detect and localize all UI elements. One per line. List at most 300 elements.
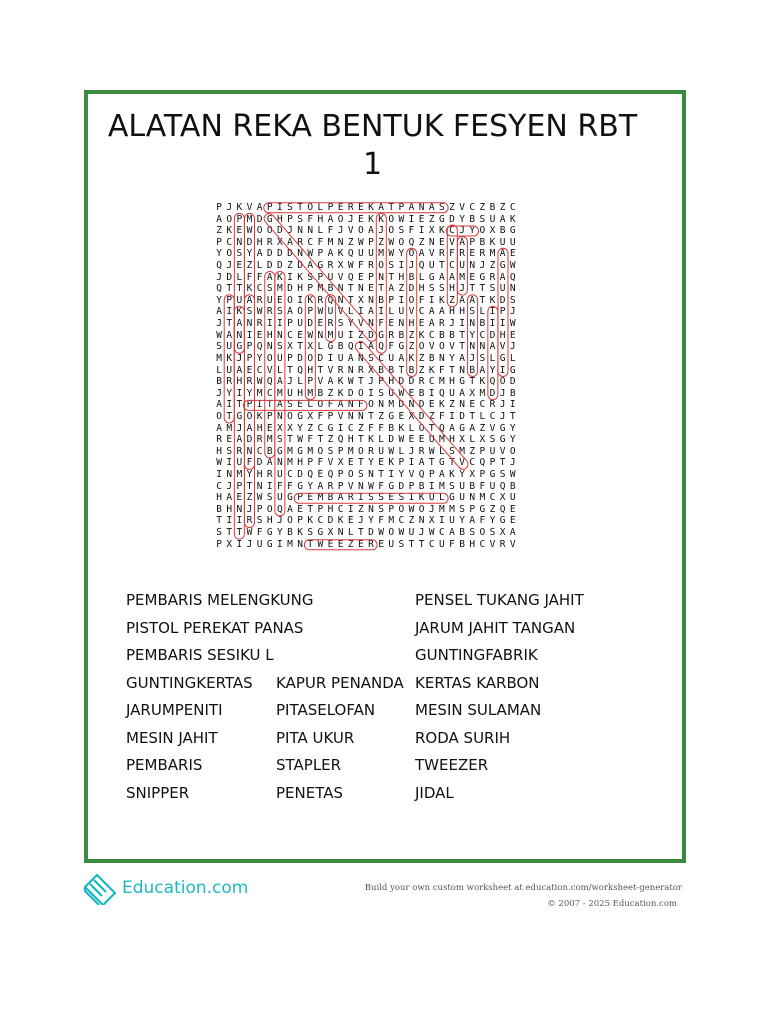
grid-letter: N <box>509 283 516 295</box>
grid-letter: A <box>287 503 293 515</box>
grid-letter: G <box>327 422 334 434</box>
grid-letter: F <box>408 225 415 237</box>
grid-letter: T <box>438 260 445 272</box>
grid-letter: H <box>266 329 273 341</box>
grid-letter: L <box>216 364 222 376</box>
grid-letter: I <box>428 480 435 492</box>
grid-letter: O <box>307 202 314 213</box>
grid-letter: T <box>499 457 506 469</box>
grid-letter: K <box>368 213 374 225</box>
grid-letter: H <box>226 503 233 515</box>
grid-letter: D <box>287 248 293 260</box>
grid-letter: D <box>489 387 496 399</box>
grid-letter: S <box>297 213 303 225</box>
grid-letter: I <box>408 492 415 504</box>
grid-letter: P <box>317 248 324 260</box>
grid-letter: X <box>287 341 293 353</box>
grid-letter: U <box>428 434 435 446</box>
grid-letter: E <box>226 434 233 446</box>
grid-letter: I <box>499 364 506 376</box>
grid-letter: U <box>297 318 303 330</box>
grid-letter: Y <box>459 469 465 481</box>
grid-letter: P <box>246 341 253 353</box>
grid-letter: H <box>256 422 263 434</box>
found-word-highlight <box>447 225 457 307</box>
grid-letter: E <box>368 283 374 295</box>
grid-letter: C <box>378 352 384 364</box>
grid-letter: R <box>347 492 354 504</box>
grid-letter: I <box>266 318 273 330</box>
grid-letter: A <box>368 225 374 237</box>
grid-letter: I <box>347 503 354 515</box>
grid-letter: X <box>499 527 506 539</box>
grid-letter: W <box>509 469 516 481</box>
grid-letter: J <box>459 225 465 237</box>
grid-letter: R <box>246 515 253 527</box>
grid-letter: P <box>398 457 405 469</box>
grid-letter: I <box>499 318 506 330</box>
grid-letter: P <box>408 480 415 492</box>
grid-letter: F <box>378 480 384 492</box>
grid-letter: Y <box>509 434 516 446</box>
word-list-item: GUNTINGFABRIK <box>415 646 538 664</box>
grid-letter: S <box>388 260 395 272</box>
grid-letter: A <box>276 376 283 388</box>
grid-letter: P <box>479 469 486 481</box>
grid-letter: B <box>469 480 476 492</box>
grid-letter: N <box>408 399 415 411</box>
grid-letter: B <box>418 480 425 492</box>
grid-letter: G <box>236 410 243 422</box>
grid-letter: O <box>256 225 263 237</box>
grid-letter: A <box>216 306 222 318</box>
grid-letter: S <box>246 306 253 318</box>
grid-letter: U <box>449 387 455 399</box>
grid-letter: W <box>509 260 516 272</box>
grid-letter: X <box>327 527 334 539</box>
grid-letter: M <box>459 445 465 457</box>
grid-letter: E <box>378 457 384 469</box>
grid-letter: A <box>469 294 476 306</box>
grid-letter: E <box>347 515 354 527</box>
grid-letter: U <box>459 480 465 492</box>
grid-letter: N <box>357 410 364 422</box>
grid-letter: D <box>368 329 374 341</box>
grid-letter: S <box>438 202 445 213</box>
grid-letter: D <box>347 387 354 399</box>
grid-letter: O <box>418 341 425 353</box>
grid-letter: Q <box>327 294 334 306</box>
grid-letter: I <box>418 225 425 237</box>
grid-letter: Y <box>246 469 253 481</box>
grid-letter: K <box>297 527 303 539</box>
grid-letter: F <box>378 422 384 434</box>
grid-letter: A <box>236 364 243 376</box>
grid-letter: L <box>347 306 354 318</box>
grid-letter: F <box>378 318 384 330</box>
word-list-item: KERTAS KARBON <box>415 673 540 692</box>
grid-letter: O <box>307 352 314 364</box>
grid-letter: E <box>438 236 445 248</box>
grid-letter: A <box>287 236 293 248</box>
grid-letter: B <box>378 364 384 376</box>
word-list-item: PEMBARIS MELENGKUNG <box>126 591 314 609</box>
grid-letter: K <box>489 236 496 248</box>
grid-letter: U <box>428 260 435 272</box>
grid-letter: S <box>307 271 314 283</box>
grid-letter: A <box>276 399 283 411</box>
grid-letter: T <box>368 410 374 422</box>
grid-letter: O <box>287 515 293 527</box>
grid-letter: N <box>469 341 476 353</box>
found-word-highlight <box>326 295 336 342</box>
grid-letter: V <box>428 248 435 260</box>
grid-letter: Y <box>216 248 222 260</box>
word-list-item: STAPLER <box>276 756 342 774</box>
grid-letter: K <box>226 225 233 237</box>
grid-letter: J <box>499 387 506 399</box>
word-list-item: PISTOL PEREKAT PANAS <box>126 618 304 637</box>
word-list-item: MESIN JAHIT <box>126 728 218 747</box>
grid-letter: T <box>287 434 293 446</box>
found-word-highlight <box>262 212 379 344</box>
grid-letter: P <box>287 318 293 330</box>
word-list-item: GUNTINGKERTAS <box>126 673 253 692</box>
grid-letter: D <box>297 260 303 272</box>
grid-letter: N <box>418 202 425 213</box>
grid-letter: B <box>398 329 405 341</box>
grid-letter: E <box>236 260 243 272</box>
grid-letter: A <box>459 236 465 248</box>
grid-letter: C <box>449 260 455 272</box>
grid-letter: Y <box>509 422 516 434</box>
grid-letter: R <box>236 445 243 457</box>
grid-letter: A <box>499 213 506 225</box>
grid-letter: P <box>368 236 374 248</box>
grid-letter: P <box>246 352 253 364</box>
grid-letter: D <box>327 515 334 527</box>
grid-letter: G <box>499 422 506 434</box>
grid-letter: U <box>226 364 233 376</box>
grid-letter: O <box>418 422 425 434</box>
grid-letter: P <box>398 202 405 213</box>
grid-letter: T <box>357 434 364 446</box>
grid-letter: S <box>398 538 405 550</box>
grid-letter: X <box>276 236 283 248</box>
grid-letter: O <box>317 399 324 411</box>
grid-letter: S <box>266 492 273 504</box>
grid-letter: J <box>216 387 222 399</box>
grid-letter: Q <box>509 271 516 283</box>
grid-letter: K <box>307 515 314 527</box>
found-word-highlight <box>243 400 367 410</box>
grid-letter: O <box>388 225 395 237</box>
grid-letter: T <box>418 538 425 550</box>
grid-letter: D <box>226 271 233 283</box>
grid-letter: B <box>469 364 476 376</box>
grid-letter: P <box>246 399 253 411</box>
grid-letter: C <box>509 202 516 213</box>
word-list-item: PEMBARIS SESIKU L <box>126 646 274 664</box>
grid-letter: C <box>226 236 233 248</box>
grid-letter: E <box>357 202 364 213</box>
grid-letter: T <box>317 434 324 446</box>
grid-letter: J <box>509 341 516 353</box>
grid-letter: N <box>438 352 445 364</box>
grid-letter: J <box>246 503 253 515</box>
grid-letter: E <box>236 492 243 504</box>
grid-letter: S <box>398 492 405 504</box>
grid-letter: S <box>469 527 476 539</box>
grid-letter: C <box>428 329 435 341</box>
grid-letter: E <box>246 364 253 376</box>
grid-letter: B <box>327 283 334 295</box>
grid-letter: E <box>297 329 303 341</box>
grid-letter: J <box>509 306 516 318</box>
grid-letter: H <box>449 376 455 388</box>
grid-letter: Q <box>418 260 425 272</box>
grid-letter: F <box>276 480 283 492</box>
grid-letter: A <box>479 364 486 376</box>
grid-letter: J <box>347 213 354 225</box>
grid-letter: U <box>236 294 243 306</box>
grid-letter: S <box>236 248 243 260</box>
grid-letter: A <box>347 352 354 364</box>
grid-letter: S <box>266 283 273 295</box>
grid-letter: A <box>378 202 384 213</box>
grid-letter: O <box>479 527 486 539</box>
grid-letter: C <box>398 515 405 527</box>
grid-letter: Y <box>226 387 233 399</box>
grid-letter: E <box>357 213 364 225</box>
grid-letter: P <box>378 376 384 388</box>
grid-letter: S <box>449 445 455 457</box>
grid-letter: G <box>317 527 324 539</box>
found-word-marks <box>214 202 564 562</box>
grid-letter: W <box>398 213 405 225</box>
grid-letter: U <box>499 236 506 248</box>
grid-letter: Y <box>398 248 405 260</box>
grid-letter: P <box>469 236 476 248</box>
grid-letter: I <box>236 515 243 527</box>
grid-letter: R <box>226 376 233 388</box>
grid-letter: U <box>327 306 334 318</box>
grid-letter: D <box>408 283 415 295</box>
grid-letter: L <box>408 422 415 434</box>
grid-letter: E <box>317 318 324 330</box>
grid-letter: C <box>479 329 486 341</box>
grid-letter: U <box>276 492 283 504</box>
grid-letter: P <box>287 213 293 225</box>
grid-letter: M <box>479 492 486 504</box>
grid-letter: C <box>256 364 263 376</box>
grid-letter: L <box>297 376 303 388</box>
grid-letter: J <box>287 376 293 388</box>
grid-letter: P <box>317 271 324 283</box>
grid-letter: S <box>489 283 496 295</box>
grid-letter: W <box>216 457 222 469</box>
grid-letter: M <box>226 422 233 434</box>
found-word-highlight <box>304 540 377 550</box>
grid-letter: W <box>317 306 324 318</box>
grid-letter: E <box>256 329 263 341</box>
grid-letter: N <box>297 225 303 237</box>
grid-letter: O <box>266 503 273 515</box>
grid-letter: T <box>428 422 435 434</box>
grid-letter: I <box>357 492 364 504</box>
grid-letter: P <box>469 503 476 515</box>
grid-letter: E <box>428 399 435 411</box>
footer-generator-link[interactable]: Build your own custom worksheet at education.com/worksheet-generator <box>364 883 682 893</box>
grid-letter: A <box>459 294 465 306</box>
grid-letter: T <box>408 538 415 550</box>
grid-letter: V <box>408 306 415 318</box>
grid-letter: B <box>418 387 425 399</box>
grid-letter: U <box>378 445 384 457</box>
grid-letter: F <box>479 480 486 492</box>
grid-letter: M <box>388 515 395 527</box>
grid-letter: U <box>388 538 395 550</box>
grid-letter: I <box>226 515 233 527</box>
grid-letter: K <box>368 202 374 213</box>
grid-letter: A <box>216 213 222 225</box>
grid-letter: V <box>449 236 455 248</box>
grid-letter: R <box>297 236 303 248</box>
grid-letter: Z <box>347 538 354 550</box>
grid-letter: C <box>479 399 486 411</box>
grid-letter: Y <box>368 457 374 469</box>
grid-letter: U <box>276 469 283 481</box>
grid-letter: U <box>428 492 435 504</box>
grid-letter: D <box>398 376 405 388</box>
grid-letter: C <box>256 283 263 295</box>
grid-letter: E <box>317 469 324 481</box>
grid-letter: O <box>347 469 354 481</box>
grid-letter: D <box>499 294 506 306</box>
grid-letter: C <box>489 410 496 422</box>
grid-letter: N <box>459 364 465 376</box>
grid-letter: H <box>449 306 455 318</box>
grid-letter: O <box>357 387 364 399</box>
grid-letter: L <box>479 410 486 422</box>
grid-letter: H <box>236 376 243 388</box>
grid-letter: G <box>499 515 506 527</box>
grid-letter: Q <box>266 376 273 388</box>
grid-letter: Y <box>246 248 253 260</box>
education-logo[interactable] <box>82 870 248 906</box>
grid-letter: V <box>489 538 496 550</box>
grid-letter: F <box>438 410 445 422</box>
grid-letter: N <box>469 318 476 330</box>
grid-letter: J <box>479 260 486 272</box>
grid-letter: A <box>499 248 506 260</box>
grid-letter: T <box>216 515 222 527</box>
grid-letter: P <box>368 271 374 283</box>
grid-letter: N <box>307 225 314 237</box>
grid-letter: L <box>347 527 354 539</box>
grid-letter: T <box>388 271 395 283</box>
grid-letter: T <box>378 469 384 481</box>
grid-letter: M <box>216 352 222 364</box>
grid-letter: J <box>449 318 455 330</box>
grid-letter: F <box>479 515 486 527</box>
grid-letter: T <box>428 457 435 469</box>
grid-letter: P <box>266 410 273 422</box>
grid-letter: S <box>226 445 233 457</box>
grid-letter: I <box>368 387 374 399</box>
grid-letter: E <box>469 271 476 283</box>
grid-letter: Y <box>489 364 496 376</box>
grid-letter: Z <box>489 260 496 272</box>
grid-letter: N <box>459 399 465 411</box>
grid-letter: R <box>337 364 344 376</box>
grid-letter: G <box>459 422 465 434</box>
grid-letter: T <box>469 283 476 295</box>
grid-letter: Z <box>287 260 293 272</box>
grid-letter: H <box>469 538 476 550</box>
grid-letter: A <box>246 422 253 434</box>
grid-letter: Z <box>418 236 425 248</box>
grid-letter: X <box>307 341 314 353</box>
grid-letter: O <box>398 236 405 248</box>
grid-letter: E <box>509 515 516 527</box>
grid-letter: S <box>368 492 374 504</box>
grid-letter: K <box>438 225 445 237</box>
grid-letter: U <box>256 538 263 550</box>
grid-letter: H <box>216 445 222 457</box>
grid-letter: R <box>266 306 273 318</box>
grid-letter: G <box>398 341 405 353</box>
grid-letter: M <box>489 248 496 260</box>
grid-letter: W <box>509 318 516 330</box>
grid-letter: D <box>398 480 405 492</box>
grid-letter: U <box>489 445 496 457</box>
grid-letter: Q <box>216 283 222 295</box>
grid-letter: B <box>489 202 496 213</box>
grid-letter: A <box>459 352 465 364</box>
grid-letter: M <box>378 248 384 260</box>
grid-letter: F <box>327 399 334 411</box>
grid-letter: Y <box>398 469 405 481</box>
grid-letter: U <box>449 515 455 527</box>
grid-letter: I <box>256 399 263 411</box>
grid-letter: I <box>226 306 233 318</box>
grid-letter: B <box>317 387 324 399</box>
grid-letter: D <box>388 434 395 446</box>
grid-letter: E <box>408 387 415 399</box>
grid-letter: P <box>236 480 243 492</box>
grid-letter: V <box>337 410 344 422</box>
grid-letter: G <box>276 445 283 457</box>
grid-letter: K <box>489 294 496 306</box>
word-list-item: JIDAL <box>415 783 454 802</box>
grid-letter: Q <box>297 364 303 376</box>
grid-letter: N <box>337 527 344 539</box>
grid-letter: T <box>449 364 455 376</box>
grid-letter: I <box>246 329 253 341</box>
grid-letter: E <box>327 538 334 550</box>
grid-letter: V <box>347 225 354 237</box>
grid-letter: L <box>256 260 263 272</box>
grid-letter: V <box>266 364 273 376</box>
grid-letter: W <box>428 445 435 457</box>
grid-letter: W <box>368 480 374 492</box>
grid-letter: A <box>398 352 405 364</box>
grid-letter: N <box>337 283 344 295</box>
grid-letter: L <box>236 271 243 283</box>
grid-letter: C <box>347 422 354 434</box>
grid-letter: J <box>368 376 374 388</box>
